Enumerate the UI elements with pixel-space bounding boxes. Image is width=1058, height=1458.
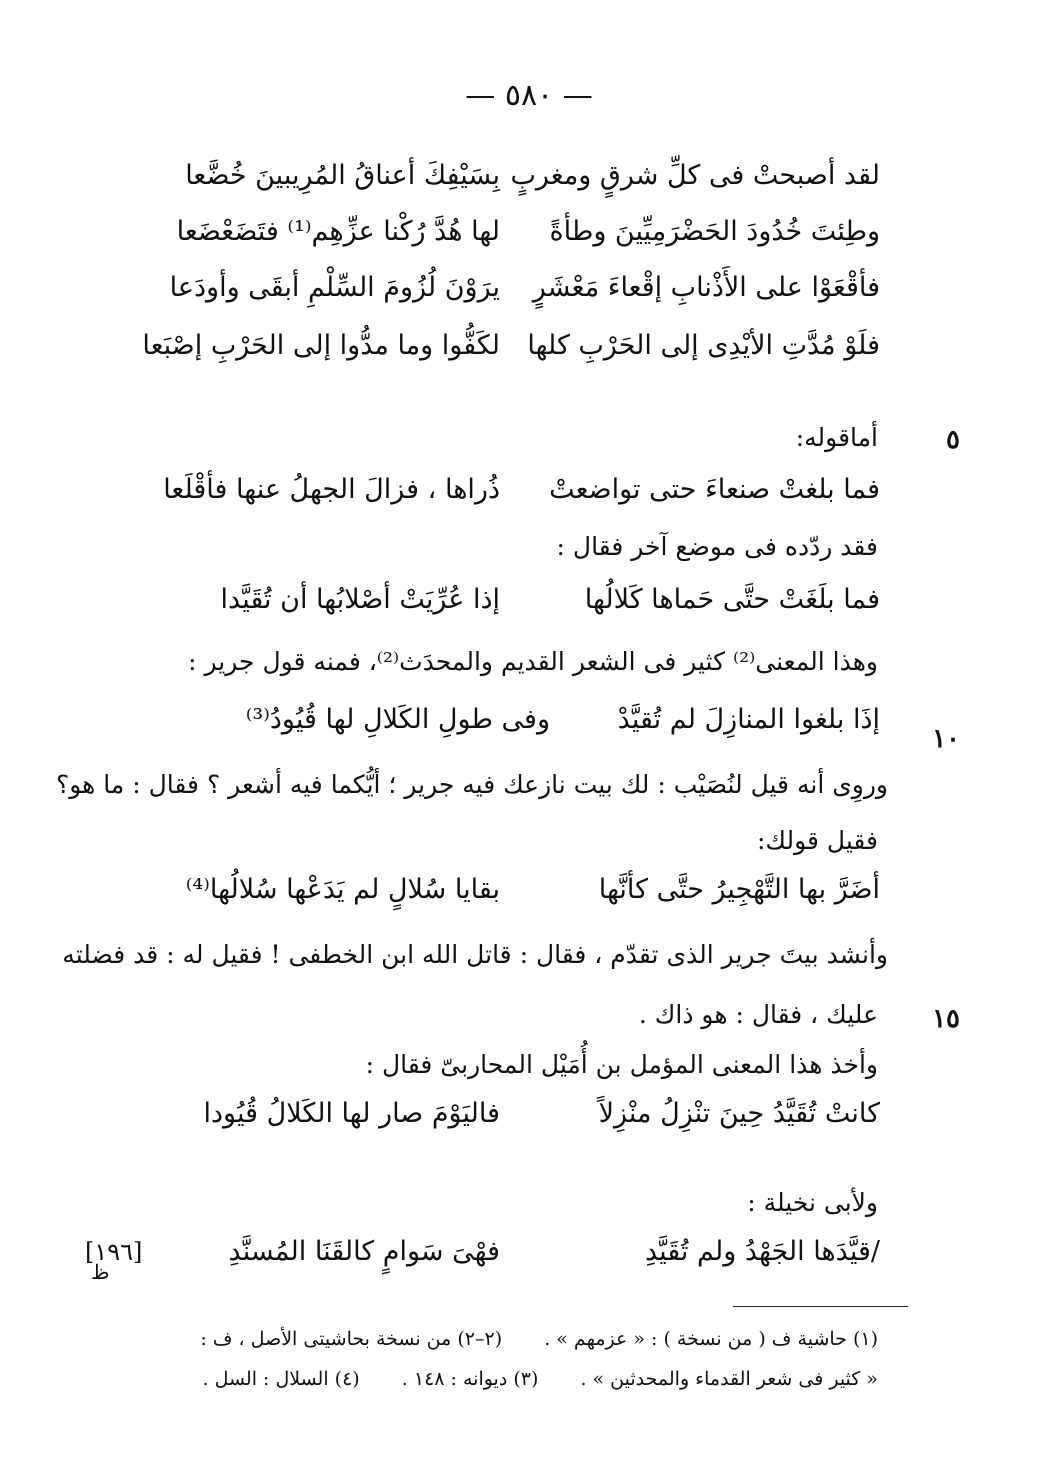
verse-line bbox=[150, 704, 880, 748]
verse-second-hemistich: بِسَيْفِكَ أعناقُ المُرِيبينَ خُضَّعا bbox=[185, 160, 500, 191]
verse-line bbox=[150, 272, 880, 316]
footnote-item: (٣) ديوانه : ١٤٨ . bbox=[401, 1368, 539, 1390]
verse-first-hemistich: فما بلغتْ صنعاءَ حتى تواضعتْ bbox=[549, 474, 880, 505]
verse-second-hemistich: لكَفُّوا وما مدُّوا إلى الحَرْبِ إصْبَعا bbox=[142, 330, 500, 361]
verse-first-hemistich: /قيَّدَها الجَهْدُ ولم تُقَيَّدِ bbox=[644, 1236, 880, 1267]
verse-line bbox=[150, 1236, 880, 1280]
paragraph: وأنشد بيتَ جرير الذى تقدّم ، فقال : قاتل الله ابن الخطفى ! فقيل له : قد فضلته bbox=[62, 940, 888, 969]
verse-first-hemistich: فلَوْ مُدَّتِ الأيْدِى إلى الحَرْبِ كلها bbox=[527, 330, 880, 361]
verse-line bbox=[150, 160, 880, 204]
footnote-line bbox=[78, 1368, 878, 1390]
folio-number: [١٩٦] bbox=[85, 1238, 143, 1266]
verse-second-hemistich: ذُراها ، فزالَ الجهلُ عنها فأقْلَعا bbox=[163, 474, 500, 505]
verse-first-hemistich: فأقْعَوْا على الأَذْنابِ إقْعاءَ مَعْشَرٍ bbox=[532, 272, 880, 303]
verse-second-hemistich: فاليَوْمَ صار لها الكَلالُ قُيُودا bbox=[203, 1098, 500, 1129]
footnote-item: (٤) السلال : السل . bbox=[202, 1368, 360, 1390]
paragraph: وأخذ هذا المعنى المؤمل بن أُمَيْل المحاربىّ فقال : bbox=[365, 1050, 878, 1079]
paragraph: وروِى أنه قيل لنُصَيْب : لك بيت نازعك فيه جرير ؛ أيُّكما فيه أشعر ؟ فقال : ما هو؟ bbox=[55, 770, 888, 799]
verse-first-hemistich: لقد أصبحتْ فى كلِّ شرقٍ ومغربٍ bbox=[510, 160, 880, 191]
paragraph: عليك ، فقال : هو ذاك . bbox=[638, 1000, 878, 1029]
paragraph: فقد ردّده فى موضع آخر فقال : bbox=[556, 532, 878, 561]
verse-line bbox=[150, 216, 880, 260]
verse-first-hemistich: فما بلَغَتْ حتَّى حَماها كَلالُها bbox=[584, 584, 880, 615]
verse-line bbox=[150, 874, 880, 918]
verse-first-hemistich: كانتْ تُقَيَّدُ حِينَ تنْزِلُ منْزِلاً bbox=[598, 1098, 880, 1129]
footnote-item: (١) حاشية ف ( من نسخة ) : « عزمهم » . bbox=[544, 1328, 878, 1350]
footnote-item: « كثير فى شعر القدماء والمحدثين » . bbox=[580, 1368, 878, 1390]
verse-second-hemistich: بقايا سُلالٍ لم يَدَعْها سُلالُها⁽⁴⁾ bbox=[185, 874, 500, 905]
verse-first-hemistich: أضَرَّ بها التَّهْجِيرُ حتَّى كأنَّها bbox=[598, 874, 880, 905]
verse-second-hemistich: يرَوْنَ لُزُومَ السِّلْمِ أبقَى وأودَعا bbox=[169, 272, 500, 303]
manuscript-folio-marker bbox=[85, 1238, 165, 1284]
footnote-line bbox=[78, 1328, 878, 1350]
line-number: ٥ bbox=[946, 425, 960, 455]
verse-second-hemistich: إذا عُرِّيَتْ أصْلابُها أن تُقَيَّدا bbox=[220, 584, 500, 615]
paragraph: ولأبى نخيلة : bbox=[747, 1188, 878, 1217]
footnote-item: (٢–٢) من نسخة بحاشيتى الأصل ، ف : bbox=[200, 1328, 503, 1350]
verse-second-hemistich: لها هُدَّ رُكْنا عزِّهِم⁽¹⁾ فتَضَعْضَعا bbox=[176, 216, 500, 247]
page-number: — ٥٨٠ — bbox=[465, 78, 593, 113]
verse-second-hemistich: وفى طولِ الكَلالِ لها قُيُودُ⁽³⁾ bbox=[245, 704, 550, 735]
paragraph: وهذا المعنى⁽²⁾ كثير فى الشعر القديم والمحدَث⁽²⁾، فمنه قول جرير : bbox=[188, 647, 878, 676]
folio-side: ظ bbox=[91, 1260, 110, 1284]
verse-second-hemistich: فهْىَ سَوامٍ كالقَنَا المُسنَّدِ bbox=[228, 1236, 500, 1267]
verse-line bbox=[150, 474, 880, 518]
verse-first-hemistich: وطِئتَ خُدُودَ الحَضْرَمِيِّينَ وطأةً bbox=[549, 216, 880, 247]
verse-line bbox=[150, 584, 880, 628]
verse-first-hemistich: إذَا بلغوا المنازِلَ لم تُقيَّدْ bbox=[617, 704, 880, 735]
line-number: ١٥ bbox=[932, 1004, 960, 1034]
verse-line bbox=[150, 1098, 880, 1142]
line-number: ١٠ bbox=[932, 724, 960, 754]
paragraph: أماقوله: bbox=[795, 423, 878, 452]
paragraph: فقيل قولك: bbox=[757, 826, 878, 855]
verse-line bbox=[142, 330, 880, 374]
footnote-divider bbox=[733, 1306, 908, 1307]
